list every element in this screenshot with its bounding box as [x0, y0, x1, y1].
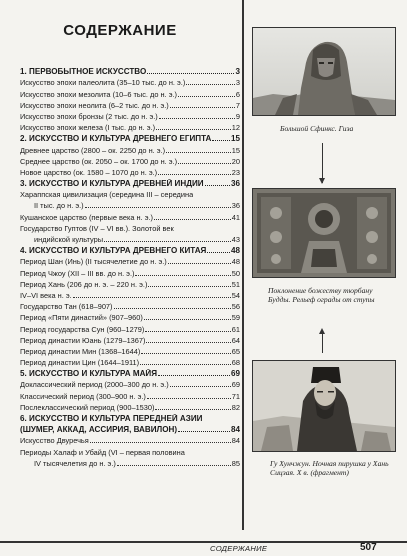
- dot-leader: [156, 129, 231, 130]
- dot-leader: [73, 297, 231, 298]
- dot-leader: [166, 152, 231, 153]
- dot-leader: [178, 431, 230, 432]
- toc-page-number: 7: [235, 100, 240, 110]
- toc-entry-title: 1. ПЕРВОБЫТНОЕ ИСКУССТВО: [20, 67, 147, 77]
- toc-entry: [20, 457, 240, 468]
- page-number: 507: [360, 542, 377, 553]
- toc-entry: [20, 87, 240, 98]
- toc-entry-title: Кушанское царство (первые века н. э.): [20, 212, 154, 222]
- toc-entry-title: Новое царство (ок. 1580 – 1070 до н. э.): [20, 167, 158, 177]
- dot-leader: [147, 398, 231, 399]
- toc-page-number: 65: [231, 346, 240, 356]
- toc-entry: [20, 311, 240, 322]
- toc-entry-title: Искусство эпохи палеолита (35–10 тыс. до н. э.): [20, 78, 186, 88]
- toc-page-number: 15: [230, 134, 240, 144]
- dot-leader: [170, 107, 235, 108]
- toc-section-heading: [20, 65, 240, 76]
- toc-entry-title: Период династии Цин (1644–1911): [20, 358, 140, 368]
- toc-entry-title: Периоды Халаф и Убайд (VI – первая половина: [20, 447, 185, 457]
- dot-leader: [158, 375, 230, 376]
- toc-entry: [20, 434, 240, 445]
- toc-page-number: 69: [231, 380, 240, 390]
- dot-leader: [207, 252, 230, 253]
- toc-entry-title: Классический период (300–900 н. э.): [20, 391, 146, 401]
- toc-page-number: 41: [231, 212, 240, 222]
- caption-pointer: [322, 143, 323, 183]
- dot-leader: [205, 185, 230, 186]
- dot-leader: [148, 286, 230, 287]
- toc-entry-title: Период Шан (Инь) (II тысячелетие до н. э.): [20, 257, 167, 267]
- dot-leader: [178, 163, 231, 164]
- dot-leader: [85, 207, 231, 208]
- toc-page-number: 64: [231, 335, 240, 345]
- toc-entry-title: Период династии Мин (1368–1644): [20, 346, 141, 356]
- toc-entry: [20, 99, 240, 110]
- toc-entry: [20, 300, 240, 311]
- toc-page-number: 51: [231, 279, 240, 289]
- relief-caption: Поклонение божеству тюрбану Будды. Рельеф ограды от ступы: [268, 286, 375, 305]
- dot-leader: [159, 118, 235, 119]
- toc-entry-title: Искусство Двуречья: [20, 436, 89, 446]
- toc-entry: [20, 334, 240, 345]
- toc-entry: [20, 278, 240, 289]
- footer-rule: [0, 541, 407, 543]
- toc-entry: [20, 166, 240, 177]
- toc-entry: [20, 255, 240, 266]
- dot-leader: [186, 84, 235, 85]
- toc-page-number: 69: [230, 369, 240, 379]
- toc-entry: [20, 110, 240, 121]
- toc-page-number: 84: [231, 436, 240, 446]
- toc-section-heading: [20, 412, 240, 423]
- dot-leader: [90, 442, 231, 443]
- dot-leader: [114, 308, 231, 309]
- dot-leader: [146, 342, 230, 343]
- dot-leader: [170, 386, 231, 387]
- dot-leader: [140, 364, 231, 365]
- toc-entry-title: IV тысячелетия до н. э.): [34, 458, 116, 468]
- table-of-contents: [20, 65, 240, 468]
- toc-entry-title: IV–VI века н. э.: [20, 290, 72, 300]
- toc-entry: [20, 289, 240, 300]
- toc-entry-title: индийской культуры: [34, 235, 104, 244]
- dot-leader: [168, 263, 231, 264]
- toc-page-number: 36: [231, 201, 240, 211]
- arrow-icon: [319, 328, 325, 334]
- toc-entry: [20, 266, 240, 277]
- toc-entry-title: Послеклассический период (900–1530): [20, 402, 155, 412]
- toc-page-number: 23: [231, 167, 240, 177]
- dot-leader: [212, 140, 230, 141]
- toc-entry-title: 4. ИСКУССТВО И КУЛЬТУРА ДРЕВНЕГО КИТАЯ: [20, 246, 207, 256]
- relief-photo: [252, 188, 396, 278]
- toc-entry: [20, 155, 240, 166]
- toc-page-number: 82: [231, 402, 240, 412]
- toc-entry-title: Искусство эпохи бронзы (2 тыс. до н. э.): [20, 111, 158, 121]
- toc-page-number: 85: [231, 458, 240, 468]
- toc-entry-title: Период Чжоу (XII – III вв. до н. э.): [20, 268, 135, 278]
- toc-entry: [20, 356, 240, 367]
- toc-entry: [20, 233, 240, 244]
- toc-entry: [20, 76, 240, 87]
- toc-page-number: 61: [231, 324, 240, 334]
- toc-page-number: 36: [230, 179, 240, 189]
- dot-leader: [104, 241, 231, 242]
- dot-leader: [144, 319, 231, 320]
- painting-photo: [252, 360, 396, 452]
- toc-entry: [20, 378, 240, 389]
- caption-pointer: [322, 333, 323, 353]
- toc-entry: [20, 345, 240, 356]
- toc-page-number: 15: [231, 145, 240, 155]
- toc-page-number: 43: [231, 235, 240, 244]
- toc-section-heading: [20, 367, 240, 378]
- arrow-icon: [319, 178, 325, 184]
- toc-entry: [20, 188, 240, 199]
- toc-page-number: 56: [231, 302, 240, 312]
- dot-leader: [155, 409, 230, 410]
- running-footer: СОДЕРЖАНИЕ: [210, 544, 268, 553]
- toc-entry: [20, 222, 240, 233]
- toc-entry: [20, 199, 240, 210]
- toc-page-number: 50: [231, 268, 240, 278]
- toc-entry-title: Период государства Сун (960–1279): [20, 324, 145, 334]
- toc-entry-title: Хараппская цивилизация (середина III – середина: [20, 190, 194, 200]
- toc-page-number: 71: [231, 391, 240, 401]
- toc-page-number: 48: [230, 246, 240, 256]
- toc-entry: [20, 389, 240, 400]
- toc-page-number: 9: [235, 111, 240, 121]
- toc-entry-title: Искусство эпохи неолита (6–2 тыс. до н. э.): [20, 100, 169, 110]
- toc-page-number: 20: [231, 156, 240, 166]
- dot-leader: [154, 219, 231, 220]
- toc-page-number: 6: [235, 89, 240, 99]
- toc-entry-title: Период «Пяти династий» (907–960): [20, 313, 143, 323]
- toc-page-number: 48: [231, 257, 240, 267]
- toc-entry-title: Период династии Юань (1279–1367): [20, 335, 146, 345]
- page-title: СОДЕРЖАНИЕ: [63, 22, 177, 39]
- toc-entry: [20, 210, 240, 221]
- toc-entry-title: Искусство эпохи мезолита (10–6 тыс. до н. э.): [20, 89, 177, 99]
- toc-entry: [20, 445, 240, 456]
- toc-section-heading: [20, 177, 240, 188]
- toc-page-number: 3: [235, 67, 240, 77]
- toc-page-number: 84: [230, 425, 240, 435]
- toc-entry-title: 6. ИСКУССТВО И КУЛЬТУРА ПЕРЕДНЕЙ АЗИИ: [20, 414, 203, 423]
- toc-entry-title: 3. ИСКУССТВО И КУЛЬТУРА ДРЕВНЕЙ ИНДИИ: [20, 179, 204, 189]
- toc-entry: [20, 401, 240, 412]
- toc-section-heading: [20, 132, 240, 143]
- toc-page-number: 12: [231, 123, 240, 133]
- dot-leader: [145, 331, 230, 332]
- sphinx-photo: [252, 27, 396, 116]
- toc-entry: [20, 121, 240, 132]
- column-divider: [242, 0, 244, 530]
- toc-entry-title: (ШУМЕР, АККАД, АССИРИЯ, ВАВИЛОН): [20, 425, 178, 435]
- dot-leader: [158, 174, 231, 175]
- toc-section-heading: [20, 244, 240, 255]
- toc-entry: [20, 322, 240, 333]
- painting-caption: Гу Хунчжун. Ночная пирушка у Хань Сицзая. X в. (фрагмент): [270, 459, 389, 478]
- toc-page-number: 54: [231, 290, 240, 300]
- toc-entry-title: Доклассический период (2000–300 до н. э.): [20, 380, 169, 390]
- toc-section-heading: [20, 423, 240, 434]
- dot-leader: [147, 73, 234, 74]
- toc-entry-title: Государство Тан (618–907): [20, 302, 113, 312]
- toc-entry-title: Период Хань (206 до н. э. – 220 н. э.): [20, 279, 148, 289]
- dot-leader: [135, 275, 230, 276]
- toc-entry-title: Среднее царство (ок. 2050 – ок. 1700 до н. э.): [20, 156, 178, 166]
- toc-page-number: 68: [231, 358, 240, 368]
- toc-entry-title: Искусство эпохи железа (I тыс. до н. э.): [20, 123, 156, 133]
- toc-entry: [20, 143, 240, 154]
- sphinx-caption: Большой Сфинкс. Гиза: [280, 124, 354, 133]
- toc-page-number: 3: [235, 78, 240, 88]
- toc-entry-title: 2. ИСКУССТВО И КУЛЬТУРА ДРЕВНЕГО ЕГИПТА: [20, 134, 212, 144]
- toc-entry-title: 5. ИСКУССТВО И КУЛЬТУРА МАЙЯ: [20, 369, 158, 379]
- dot-leader: [178, 96, 235, 97]
- toc-entry-title: Древнее царство (2800 – ок. 2250 до н. э.): [20, 145, 166, 155]
- toc-entry-title: Государство Гуптов (IV – VI вв.). Золотой век: [20, 223, 174, 233]
- toc-page-number: 59: [231, 313, 240, 323]
- toc-entry-title: II тыс. до н. э.): [34, 201, 84, 211]
- dot-leader: [117, 465, 231, 466]
- dot-leader: [141, 353, 230, 354]
